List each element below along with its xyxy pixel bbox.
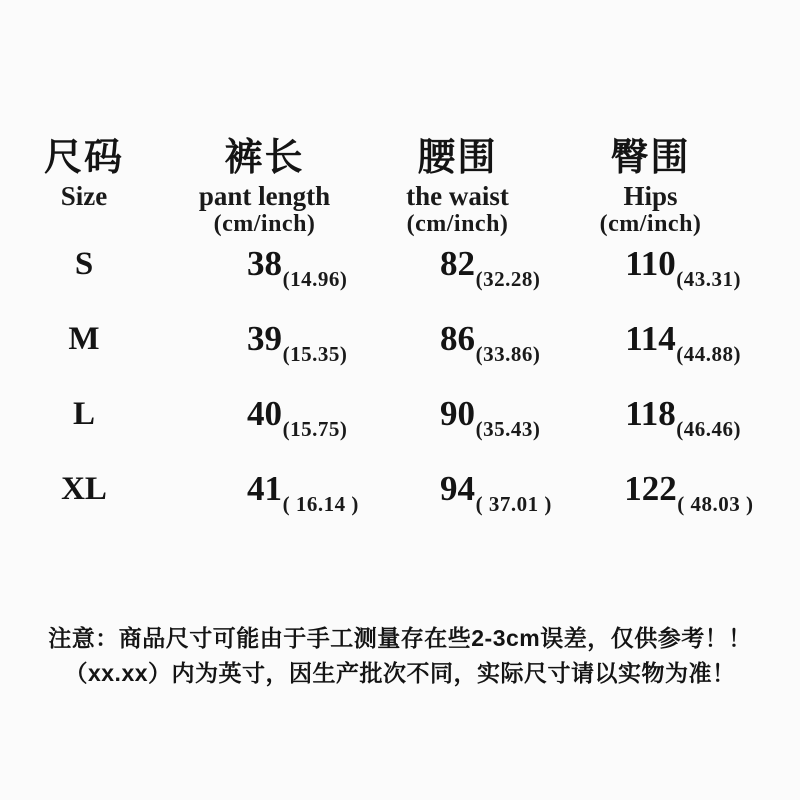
inch-value: (44.88) <box>676 342 742 366</box>
inch-value: (32.28) <box>475 267 541 291</box>
column-header-hips <box>554 136 747 238</box>
cm-value: 122 <box>624 469 677 508</box>
table-row <box>0 246 800 321</box>
pant-length-cell <box>168 394 361 441</box>
inch-value: (33.86) <box>475 342 541 366</box>
cm-value: 86 <box>440 319 475 358</box>
column-header-pant-length <box>168 136 361 238</box>
cm-value: 38 <box>247 244 282 283</box>
cm-value: 82 <box>440 244 475 283</box>
size-chart-body <box>0 246 800 546</box>
disclaimer-note <box>0 621 800 691</box>
cm-value: 90 <box>440 394 475 433</box>
column-unit: (cm/inch) <box>406 211 509 237</box>
pant-length-cell <box>168 319 361 366</box>
inch-value: ( 16.14 ) <box>282 492 359 516</box>
cm-value: 94 <box>440 469 475 508</box>
column-title-zh: 裤长 <box>224 137 305 179</box>
size-label: S <box>74 246 94 282</box>
column-unit: (cm/inch) <box>213 211 316 237</box>
column-header-waist <box>361 136 554 238</box>
column-title-en: pant length <box>198 181 331 211</box>
inch-value: (46.46) <box>676 417 742 441</box>
hips-cell <box>554 469 754 516</box>
cm-value: 41 <box>247 469 282 508</box>
hips-cell <box>554 319 747 366</box>
size-label: XL <box>61 471 107 507</box>
column-title-zh: 腰围 <box>417 137 498 179</box>
hips-cell <box>554 394 747 441</box>
column-title-zh: 尺码 <box>43 137 124 179</box>
column-header-size <box>0 136 168 238</box>
note-line-2: （xx.xx）内为英寸，因生产批次不同，实际尺寸请以实物为准！ <box>64 660 736 686</box>
cm-value: 39 <box>247 319 282 358</box>
table-row <box>0 471 800 546</box>
table-row <box>0 396 800 471</box>
column-unit: (cm/inch) <box>599 211 702 237</box>
inch-value: ( 37.01 ) <box>475 492 552 516</box>
inch-value: (15.75) <box>282 417 348 441</box>
column-title-en: Hips <box>623 181 678 211</box>
pant-length-cell <box>168 244 361 291</box>
column-title-en: the waist <box>406 181 509 211</box>
size-label: M <box>68 321 100 357</box>
column-title-en: Size <box>60 181 108 211</box>
size-label: L <box>72 396 95 432</box>
waist-cell <box>361 319 554 366</box>
cm-value: 114 <box>625 319 676 358</box>
cm-value: 118 <box>625 394 676 433</box>
waist-cell <box>361 394 554 441</box>
inch-value: (35.43) <box>475 417 541 441</box>
inch-value: (14.96) <box>282 267 348 291</box>
cm-value: 110 <box>625 244 676 283</box>
hips-cell <box>554 244 747 291</box>
inch-value: (43.31) <box>676 267 742 291</box>
note-line-1: 注意：商品尺寸可能由于手工测量存在些2-3cm误差，仅供参考！！ <box>48 625 752 651</box>
waist-cell <box>361 469 554 516</box>
inch-value: (15.35) <box>282 342 348 366</box>
size-chart-header <box>0 136 800 238</box>
waist-cell <box>361 244 554 291</box>
table-row <box>0 321 800 396</box>
column-title-zh: 臀围 <box>610 137 691 179</box>
inch-value: ( 48.03 ) <box>677 492 754 516</box>
pant-length-cell <box>168 469 361 516</box>
cm-value: 40 <box>247 394 282 433</box>
